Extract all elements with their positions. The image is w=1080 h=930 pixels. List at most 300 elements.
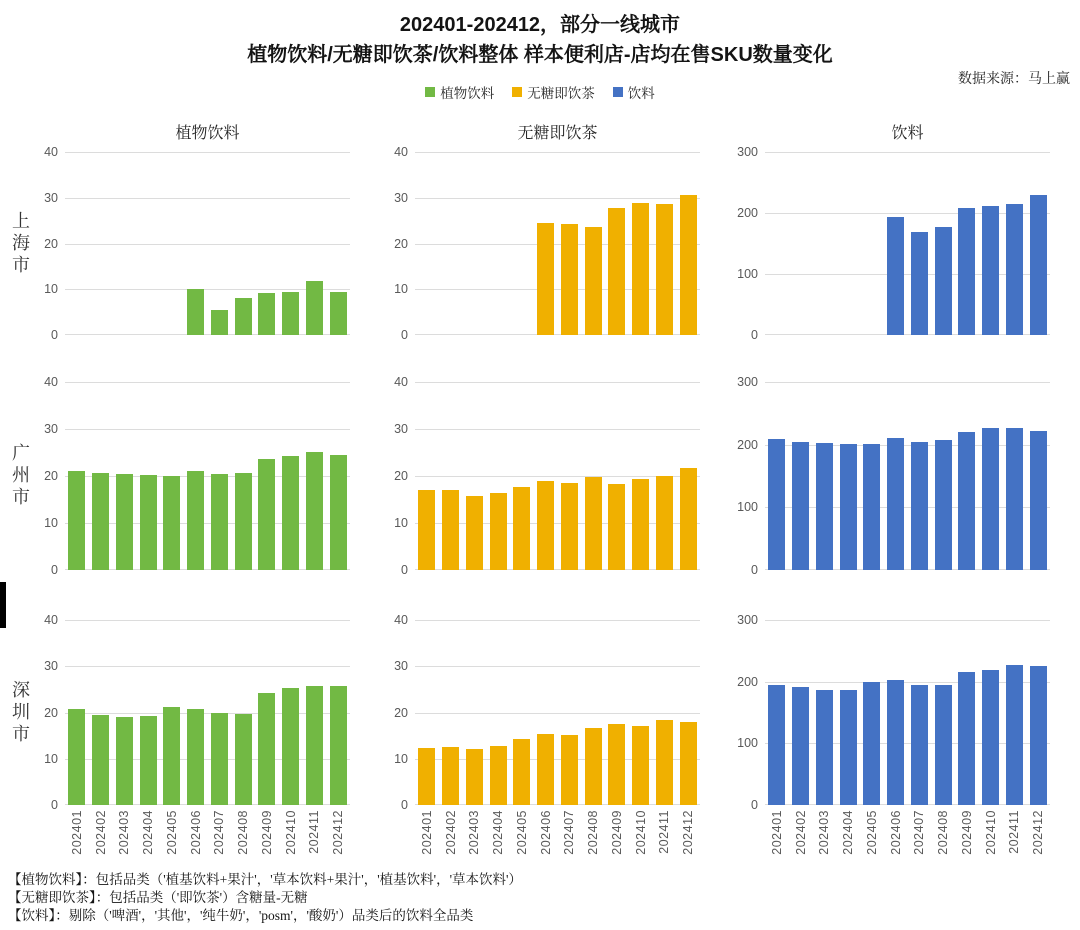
bar-202406 [187,709,204,805]
x-tick-label: 202407 [912,810,927,855]
x-tick-slot [439,810,463,868]
bar-202407 [561,483,578,570]
y-tick-label: 0 [751,563,758,577]
x-tick-slot [510,810,534,868]
x-tick-label: 202402 [443,810,458,855]
bar-202408 [935,227,952,335]
y-tick-label: 10 [44,516,58,530]
y-tick-label: 10 [44,282,58,297]
subplot-shenzhen-beverage [737,613,1050,855]
y-tick-label: 20 [394,705,408,720]
row-label-shenzhen: 深圳市 [10,680,30,746]
bar-slot-202407 [558,620,582,805]
bar-202408 [585,477,602,570]
x-tick-label: 202402 [93,810,108,855]
bar-202405 [863,444,880,570]
bar-202406 [187,471,204,570]
x-tick-slot [979,810,1003,868]
x-tick-label: 202407 [212,810,227,855]
x-tick-slot [279,810,303,868]
bar-row [765,620,1050,805]
bar-slot-202405 [510,152,534,335]
x-tick-slot [955,810,979,868]
y-tick-label: 0 [401,563,408,577]
bar-slot-202410 [279,152,303,335]
bar-202406 [887,217,904,335]
bar-202411 [306,452,323,570]
bar-202409 [958,432,975,570]
bar-slot-202405 [510,382,534,570]
x-tick-label: 202409 [959,810,974,855]
bar-202410 [982,428,999,570]
bar-slot-202401 [415,152,439,335]
bar-slot-202412 [326,620,350,805]
x-tick-slot [653,810,677,868]
bar-slot-202410 [979,152,1003,335]
bar-slot-202404 [136,152,160,335]
x-tick-label: 202402 [793,810,808,855]
bar-slot-202402 [789,152,813,335]
y-tick-label: 40 [44,613,58,627]
y-tick-label: 0 [751,798,758,812]
x-tick-slot [836,810,860,868]
bar-slot-202405 [860,620,884,805]
x-tick-slot [629,810,653,868]
x-tick-label: 202401 [419,810,434,855]
bar-slot-202411 [303,620,327,805]
bar-202410 [632,726,649,805]
bar-slot-202407 [558,152,582,335]
bar-202408 [585,728,602,805]
footnote-plant-beverage: 【植物饮料】：包括品类（'植基饮料+果汁'，'草本饮料+果汁'，'植基饮料'，'草本饮料'） [8,872,522,887]
legend-label: 植物饮料 [440,86,495,101]
x-tick-label: 202411 [657,810,672,854]
x-tick-slot [160,810,184,868]
bar-202410 [982,206,999,335]
bar-202402 [92,473,109,570]
x-tick-label: 202406 [188,810,203,855]
x-tick-slot [605,810,629,868]
bar-slot-202404 [836,152,860,335]
bar-202411 [306,686,323,805]
x-tick-slot [136,810,160,868]
x-axis-labels [65,810,350,868]
legend-item-plant-beverage [425,82,494,102]
bar-slot-202405 [860,152,884,335]
bar-slot-202401 [415,620,439,805]
x-tick-slot [486,810,510,868]
bar-slot-202402 [89,382,113,570]
x-tick-slot [558,810,582,868]
bar-202407 [911,442,928,570]
y-tick-label: 100 [737,267,758,281]
y-tick-label: 20 [44,469,58,483]
x-tick-label: 202401 [69,810,84,855]
bar-slot-202409 [955,152,979,335]
bar-slot-202401 [65,382,89,570]
bar-slot-202406 [884,382,908,570]
bar-slot-202408 [231,620,255,805]
bar-202409 [258,459,275,570]
bar-slot-202412 [676,620,700,805]
y-tick-label: 0 [51,328,58,342]
x-tick-label: 202408 [586,810,601,855]
bar-202403 [816,443,833,570]
bar-202411 [1006,428,1023,570]
bar-slot-202407 [208,620,232,805]
x-tick-slot [813,810,837,868]
x-tick-label: 202406 [538,810,553,855]
x-tick-slot [231,810,255,868]
bar-slot-202409 [605,382,629,570]
bar-slot-202408 [231,382,255,570]
legend-item-sugar-free-tea [512,82,595,102]
x-tick-label: 202411 [1007,810,1022,854]
bar-slot-202405 [160,152,184,335]
subplot-guangzhou-sugar-free-tea [394,375,700,577]
bar-row [415,152,700,335]
x-tick-label: 202410 [283,810,298,855]
bar-slot-202403 [813,382,837,570]
column-title-beverage: 饮料 [891,125,924,142]
bar-202407 [561,224,578,335]
page-title-line1: 202401-202412，部分一线城市 [399,14,681,36]
bar-202401 [68,709,85,805]
x-tick-slot [208,810,232,868]
bar-202403 [816,690,833,805]
bar-row [415,620,700,805]
x-tick-slot [1026,810,1050,868]
x-tick-label: 202403 [817,810,832,855]
x-tick-label: 202412 [681,810,696,855]
x-tick-label: 202409 [609,810,624,855]
legend-label: 无糖即饮茶 [527,86,595,101]
x-tick-slot [415,810,439,868]
bar-slot-202409 [955,382,979,570]
x-tick-label: 202411 [307,810,322,854]
data-source-label: 数据来源：马上赢 [958,72,1070,87]
bar-slot-202406 [884,620,908,805]
bar-slot-202406 [534,620,558,805]
bar-202407 [211,474,228,570]
bar-slot-202411 [653,620,677,805]
x-tick-label: 202401 [769,810,784,855]
bar-slot-202402 [789,620,813,805]
bar-202405 [163,476,180,570]
bar-slot-202404 [486,382,510,570]
bar-202407 [211,310,228,335]
bar-slot-202401 [65,620,89,805]
bar-202401 [768,439,785,570]
bar-slot-202407 [208,152,232,335]
y-tick-label: 0 [751,328,758,342]
x-tick-slot [89,810,113,868]
bar-202412 [680,468,697,570]
bar-202403 [466,749,483,805]
bar-slot-202409 [605,152,629,335]
bar-slot-202412 [1026,382,1050,570]
footnote-beverage: 【饮料】：剔除（'啤酒'，'其他'，'纯牛奶'，'posm'，'酸奶'）品类后的饮料全品类 [8,908,474,923]
y-tick-label: 100 [737,500,758,515]
page-title-line2: 植物饮料/无糖即饮茶/饮料整体 样本便利店-店均在售SKU数量变化 [247,44,833,66]
subplot-shanghai-sugar-free-tea [394,145,700,342]
column-title-sugar-free-tea: 无糖即饮茶 [517,125,598,142]
y-tick-label: 100 [737,736,758,751]
bar-slot-202407 [908,620,932,805]
bar-slot-202401 [415,382,439,570]
y-tick-label: 40 [44,145,58,159]
x-tick-slot [884,810,908,868]
x-axis-labels [765,810,1050,868]
screen-edge-artifact [0,582,6,628]
bar-202410 [282,292,299,335]
bar-202405 [513,739,530,805]
bar-slot-202409 [955,620,979,805]
bar-slot-202411 [653,152,677,335]
bar-slot-202410 [629,620,653,805]
bar-slot-202403 [463,382,487,570]
x-tick-label: 202408 [936,810,951,855]
x-tick-label: 202406 [888,810,903,855]
y-tick-label: 20 [394,469,408,483]
y-tick-label: 200 [737,437,758,452]
bar-202412 [330,455,347,570]
bar-slot-202408 [231,152,255,335]
bar-202408 [935,685,952,805]
legend-label: 饮料 [627,86,655,101]
x-tick-label: 202404 [841,810,856,855]
bar-row [65,382,350,570]
bar-202412 [330,686,347,805]
bar-202408 [235,298,252,335]
bar-202409 [958,672,975,805]
footnote-sugar-free-tea: 【无糖即饮茶】：包括品类（'即饮茶'）含糖量-无糖 [8,890,308,905]
x-tick-slot [789,810,813,868]
y-tick-label: 300 [737,375,758,389]
legend-item-beverage [613,82,655,102]
bar-slot-202410 [629,382,653,570]
bar-202411 [656,204,673,335]
bar-202409 [958,208,975,335]
y-tick-label: 300 [737,613,758,627]
bar-slot-202407 [908,152,932,335]
y-tick-label: 10 [394,751,408,766]
y-tick-label: 30 [44,659,58,674]
bar-slot-202403 [463,152,487,335]
y-tick-label: 20 [44,705,58,720]
bar-202408 [235,473,252,570]
bar-slot-202409 [255,382,279,570]
y-tick-label: 30 [394,190,408,205]
x-tick-slot [1003,810,1027,868]
x-tick-slot [65,810,89,868]
bar-slot-202402 [439,152,463,335]
bar-202410 [282,688,299,805]
legend-swatch-green-icon [425,87,435,97]
bar-202408 [235,714,252,805]
bar-202407 [561,735,578,805]
bar-slot-202408 [581,152,605,335]
x-tick-label: 202412 [331,810,346,855]
x-tick-label: 202405 [164,810,179,855]
x-tick-label: 202409 [259,810,274,855]
bar-slot-202402 [89,152,113,335]
x-tick-label: 202404 [491,810,506,855]
bar-202402 [792,442,809,570]
bar-slot-202404 [836,382,860,570]
bar-slot-202405 [510,620,534,805]
bar-slot-202412 [1026,620,1050,805]
bar-slot-202408 [931,620,955,805]
bar-202411 [1006,665,1023,805]
bar-202407 [211,713,228,805]
bar-slot-202403 [113,382,137,570]
y-tick-label: 20 [44,236,58,251]
bar-202404 [840,690,857,805]
bar-202404 [490,746,507,805]
bar-202409 [258,293,275,335]
bar-slot-202408 [931,382,955,570]
bar-slot-202401 [765,382,789,570]
bar-202412 [1030,666,1047,805]
x-tick-slot [908,810,932,868]
bar-202406 [537,734,554,805]
bar-slot-202402 [439,382,463,570]
y-tick-label: 30 [44,422,58,436]
subplot-shenzhen-sugar-free-tea [394,613,700,855]
bar-slot-202401 [765,620,789,805]
x-tick-label: 202410 [633,810,648,855]
y-tick-label: 40 [394,145,408,159]
bar-row [765,382,1050,570]
x-tick-label: 202412 [1031,810,1046,855]
bar-slot-202403 [813,620,837,805]
y-tick-label: 200 [737,674,758,689]
bar-row [415,382,700,570]
bar-202409 [608,724,625,805]
bar-slot-202407 [908,382,932,570]
bar-202411 [656,476,673,570]
x-tick-label: 202403 [467,810,482,855]
bar-slot-202412 [326,382,350,570]
bar-slot-202402 [439,620,463,805]
x-tick-slot [931,810,955,868]
x-tick-label: 202410 [983,810,998,855]
bar-row [765,152,1050,335]
bar-slot-202407 [558,382,582,570]
bar-slot-202406 [184,152,208,335]
bar-202404 [840,444,857,570]
bar-202407 [911,685,928,805]
y-tick-label: 300 [737,145,758,159]
bar-202405 [513,487,530,570]
subplot-shanghai-beverage [737,145,1050,342]
bar-202402 [92,715,109,805]
bar-202404 [140,716,157,805]
bar-slot-202412 [676,382,700,570]
bar-202401 [68,471,85,570]
column-title-plant-beverage: 植物饮料 [175,125,240,142]
x-tick-slot [581,810,605,868]
x-tick-slot [184,810,208,868]
x-axis-labels [415,810,700,868]
bar-202404 [490,493,507,570]
x-tick-slot [113,810,137,868]
footnotes [8,871,522,925]
y-tick-label: 10 [394,516,408,530]
legend-swatch-blue-icon [613,87,623,97]
bar-202409 [608,208,625,335]
x-tick-label: 202408 [236,810,251,855]
x-tick-label: 202407 [562,810,577,855]
bar-slot-202412 [1026,152,1050,335]
bar-slot-202408 [581,382,605,570]
bar-slot-202411 [1003,152,1027,335]
y-tick-label: 0 [51,563,58,577]
row-label-guangzhou: 广州市 [10,443,30,509]
bar-202412 [330,292,347,335]
y-tick-label: 10 [394,282,408,297]
bar-slot-202403 [463,620,487,805]
bar-slot-202402 [89,620,113,805]
bar-slot-202411 [303,382,327,570]
bar-slot-202404 [486,620,510,805]
bar-202409 [608,484,625,570]
bar-slot-202407 [208,382,232,570]
bar-slot-202409 [255,620,279,805]
bar-202411 [306,281,323,335]
y-tick-label: 200 [737,206,758,220]
bar-202412 [1030,431,1047,570]
bar-slot-202411 [303,152,327,335]
y-tick-label: 40 [44,375,58,389]
bar-slot-202401 [65,152,89,335]
bar-slot-202404 [836,620,860,805]
y-tick-label: 10 [44,751,58,766]
bar-slot-202406 [884,152,908,335]
bar-slot-202411 [653,382,677,570]
bar-slot-202405 [160,620,184,805]
y-tick-label: 0 [401,798,408,812]
x-tick-slot [534,810,558,868]
bar-row [65,620,350,805]
bar-202405 [863,682,880,805]
bar-slot-202412 [326,152,350,335]
y-tick-label: 30 [394,422,408,436]
bar-slot-202402 [789,382,813,570]
subplot-shanghai-plant-beverage [44,145,350,342]
bar-slot-202403 [813,152,837,335]
bar-slot-202411 [1003,382,1027,570]
bar-slot-202408 [581,620,605,805]
bar-202412 [1030,195,1047,335]
row-label-shanghai: 上海市 [10,211,30,277]
bar-202401 [768,685,785,805]
bar-slot-202403 [113,620,137,805]
bar-slot-202410 [279,620,303,805]
x-tick-slot [303,810,327,868]
bar-202406 [887,438,904,570]
bar-slot-202406 [534,152,558,335]
bar-202412 [680,195,697,335]
x-tick-slot [463,810,487,868]
bar-202402 [792,687,809,805]
bar-slot-202401 [765,152,789,335]
bar-slot-202404 [136,620,160,805]
legend-swatch-yellow-icon [512,87,522,97]
bar-202404 [140,475,157,570]
y-tick-label: 20 [394,236,408,251]
